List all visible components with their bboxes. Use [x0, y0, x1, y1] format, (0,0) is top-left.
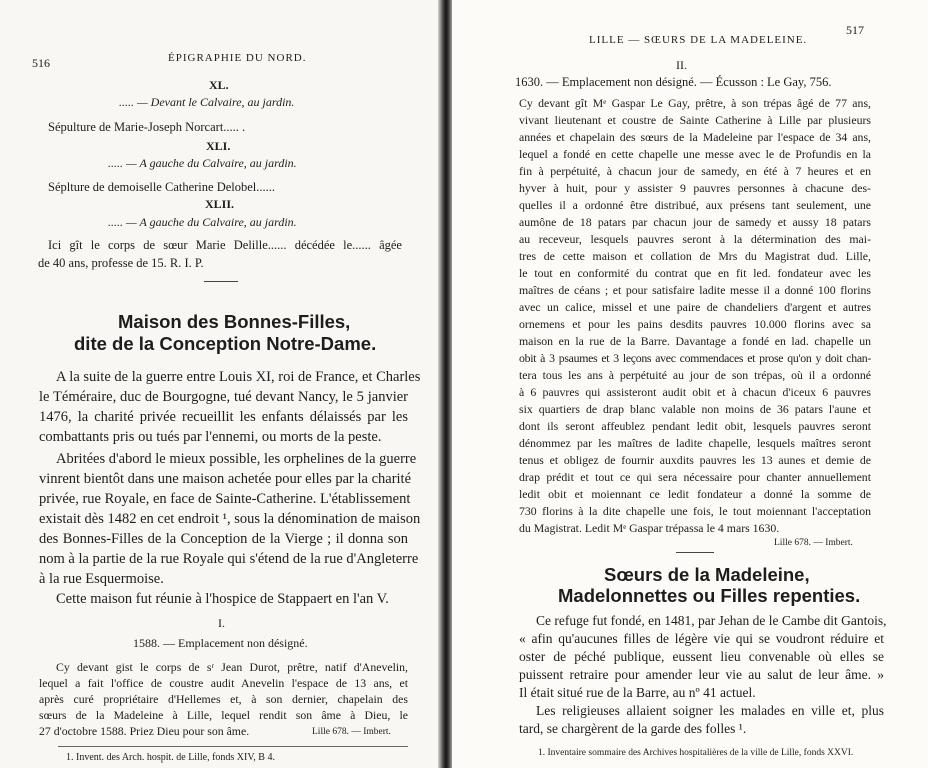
entry-ii-line: maison en la rue de la Barre. Davantage a fondé en lad. chapelle un	[519, 334, 871, 348]
entry-ii-line: maîtres de céans ; et pour satisfaire ladite messe il a donné 100 florins	[519, 283, 871, 297]
entry-ii-line: 730 florins à la dite chapelle une fois, le tout moiennant l'acceptation	[519, 504, 871, 518]
entry-ii-line: dénommez par les maîtres de ladite chapelle, lesquels maîtres seront	[519, 436, 871, 450]
section-title-madeleine: Sœurs de la Madeleine,	[604, 564, 810, 585]
entry-xl-location: ..... — Devant le Calvaire, au jardin.	[119, 95, 295, 109]
entry-ii-number: II.	[676, 58, 687, 72]
madeleine-paragraph-line: tard, se chargèrent de la garde des folles ¹.	[519, 721, 747, 736]
entry-xlii-text-line: de 40 ans, professe de 15. R. I. P.	[38, 256, 204, 270]
section-title-bonnes-filles: Maison des Bonnes-Filles,	[118, 311, 351, 332]
paragraph-line: A la suite de la guerre entre Louis XI, roi de France, et Charles	[56, 369, 421, 385]
entry-ii-line: aumône de 18 patars par chacun jour de samedy et aussy 18 patars	[519, 215, 871, 229]
left-page-number: 516	[32, 56, 50, 70]
entry-ii-line: ledit obit et moiennant ce ledit fondateur a donné la somme de	[519, 487, 871, 501]
entry-ii-line: dont ils seront affeublez pendant ledit obit, lesquels pauvres seront	[519, 419, 871, 433]
entry-ii-line: avec un calice, missel et une paire de chandeliers d'argent et autres	[519, 300, 871, 314]
entry-ii-line: années et chapelain des sœurs de la Madeleine par l'espace de 34 ans,	[519, 130, 871, 144]
entry-ii-line: à 6 pauvres qui assisteront audit obit et à chacun d'iceux 6 pauvres	[519, 385, 871, 399]
paragraph-line: combattants pris ou tués par l'ennemi, ou morts de la peste.	[39, 429, 382, 445]
paragraph-line: nom à la partie de la rue Royale qui s'étend de la rue d'Angleterre	[39, 551, 419, 567]
entry-xli-location: ..... — A gauche du Calvaire, au jardin.	[108, 156, 297, 170]
left-page	[0, 0, 440, 768]
entry-ii-line: du Magistrat. Ledit Mᵉ Gaspar trépassa le 4 mars 1630.	[519, 521, 780, 535]
entry-i-line: sœurs de la Madeleine à Lille, lequel rendit son âme à Dieu, le	[39, 708, 408, 722]
entry-xlii-text-line: Ici gît le corps de sœur Marie Delille...... décédée le...... âgée	[48, 238, 402, 252]
paragraph-line: 1476, la charité privée recueillit les enfants délaissés par les	[39, 409, 408, 425]
entry-ii-heading: 1630. — Emplacement non désigné. — Écusson : Le Gay, 756.	[515, 75, 832, 89]
entry-ii-line: six quartiers de drap blanc valable non moins de 36 patars l'aune et	[519, 402, 871, 416]
footnote-rule	[58, 746, 408, 747]
entry-ii-line: lequel a fondé en cette chapelle une messe avec le de Profundis en la	[519, 147, 871, 161]
entry-i-heading	[133, 636, 308, 651]
entry-ii-line: fin à perpétuité, à chacun jour de samedy, en été à 7 heures et en	[519, 164, 871, 178]
entry-i-line: après curé propriétaire d'Hellemes et, à son dernier, chapelain des	[39, 692, 408, 706]
section-subtitle-madeleine: Madelonnettes ou Filles repenties.	[558, 585, 861, 606]
madeleine-paragraph-line: « afin qu'aucunes filles de légère vie qui se voudront réduire et	[519, 631, 884, 646]
entry-xlii-number: XLII.	[205, 197, 235, 211]
paragraph-line: des Bonnes-Filles de la Conception de la Vierge ; il donna son	[39, 531, 408, 547]
madeleine-paragraph-line: Ce refuge fut fondé, en 1481, par Jehan de le Cambe dit Gantois,	[536, 613, 887, 628]
paragraph-line: à la rue Esquermoise.	[39, 571, 164, 587]
madeleine-paragraph-line: Il était situé rue de la Barre, au nº 41 actuel.	[519, 685, 756, 700]
paragraph-line: vinrent bientôt dans une maison achetée pour elles par la charité	[39, 471, 412, 487]
entry-i-heading-text: 1588. — Emplacement non désigné.	[133, 636, 308, 650]
paragraph-line: privée, rue Royale, en face de Sainte-Catherine. L'établissement	[39, 491, 411, 507]
entry-xli-text: Séplture de demoiselle Catherine Delobel......	[48, 180, 276, 194]
entry-xl-text: Sépulture de Marie-Joseph Norcart..... .	[48, 120, 246, 134]
entry-ii-line: ornemens et pour les pains desdits pauvres 10.000 florins avec sa	[519, 317, 871, 331]
entry-ii-line: au receveur, lesquels pauvres seront à la détermination des mai-	[519, 232, 871, 246]
separator-rule	[204, 281, 238, 282]
entry-ii-line: obit à 3 psaumes et 3 leçons avec commendaces et prose qu'on y doit chan-	[519, 351, 871, 365]
paragraph-line: Abritées d'abord le mieux possible, les orphelines de la guerre	[56, 451, 417, 467]
madeleine-paragraph-line: Les religieuses allaient soigner les malades en ville et, plus	[536, 703, 884, 718]
entry-ii-line: quelles il a ordonné être distribué, aux présens tant seulement, une	[519, 198, 871, 212]
paragraph-line: Cette maison fut réunie à l'hospice de Stappaert en l'an V.	[56, 591, 389, 607]
right-page	[452, 0, 928, 768]
madeleine-paragraph-line: puissent retraire pour amender leur vie au salut de leur âme. »	[519, 667, 884, 682]
entry-i-line: Cy devant gist le corps de sʳ Jean Durot, prêtre, natif d'Anevelin,	[56, 660, 408, 674]
entry-ii-reference: Lille 678. — Imbert.	[774, 538, 853, 548]
paragraph-line: existait dès 1482 en cet endroit ¹, sous la dénomination de maison	[39, 511, 421, 527]
entry-ii-line: tenus et obligez de fournir auxdits pauvres les 13 aunes et demie de	[519, 453, 871, 467]
entry-xli-number: XLI.	[206, 139, 231, 153]
separator-rule	[676, 552, 714, 553]
entry-i-number: I.	[218, 616, 225, 630]
paragraph-line: le Téméraire, duc de Bourgogne, tué devant Nancy, le 5 janvier	[39, 389, 408, 405]
right-footnote: 1. Inventaire sommaire des Archives hospitalières de la ville de Lille, fonds XXVI.	[538, 748, 854, 758]
madeleine-paragraph-line: oster de péché publique, eussent lieu convenable où elles se	[519, 649, 884, 664]
entry-ii-line: tres de cette maison et collation de Mrs du Magistrat dud. Lille,	[519, 249, 871, 263]
entry-i-reference: Lille 678. — Imbert.	[312, 727, 391, 737]
entry-i-line: 27 d'octobre 1588. Priez Dieu pour son âme.	[39, 724, 250, 738]
right-page-number: 517	[846, 23, 864, 37]
entry-ii-line: vivant lieutenant et coustre de Sainte Catherine à Lille par plusieurs	[519, 113, 871, 127]
entry-ii-line: hyver à huit, pour y assister 9 pauvres personnes à chacune des-	[519, 181, 871, 195]
left-running-head: ÉPIGRAPHIE DU NORD.	[168, 52, 307, 64]
left-footnote: 1. Invent. des Arch. hospit. de Lille, fonds XIV, B 4.	[66, 752, 275, 763]
section-subtitle-bonnes-filles: dite de la Conception Notre-Dame.	[74, 333, 377, 354]
entry-xl-number: XL.	[209, 78, 229, 92]
entry-i-line: lequel a fait l'office de coustre audit Anevelin l'espace de 13 ans, et	[39, 676, 408, 690]
entry-ii-line: le tout en conformité du contrat que en fit led. fondateur avec les	[519, 266, 871, 280]
entry-xlii-location: ..... — A gauche du Calvaire, au jardin.	[108, 215, 297, 229]
right-running-head: LILLE — SŒURS DE LA MADELEINE.	[589, 34, 808, 46]
entry-ii-line: drap prédit et tout ce qui sera nécessaire pour chanter annuellement	[519, 470, 871, 484]
entry-ii-line: Cy devant gît Mᵉ Gaspar Le Gay, prêtre, à son trépas âgé de 77 ans,	[519, 96, 871, 110]
entry-ii-line: tera tous les ans à perpétuité au jour de son trépas, où il a ordonné	[519, 368, 871, 382]
